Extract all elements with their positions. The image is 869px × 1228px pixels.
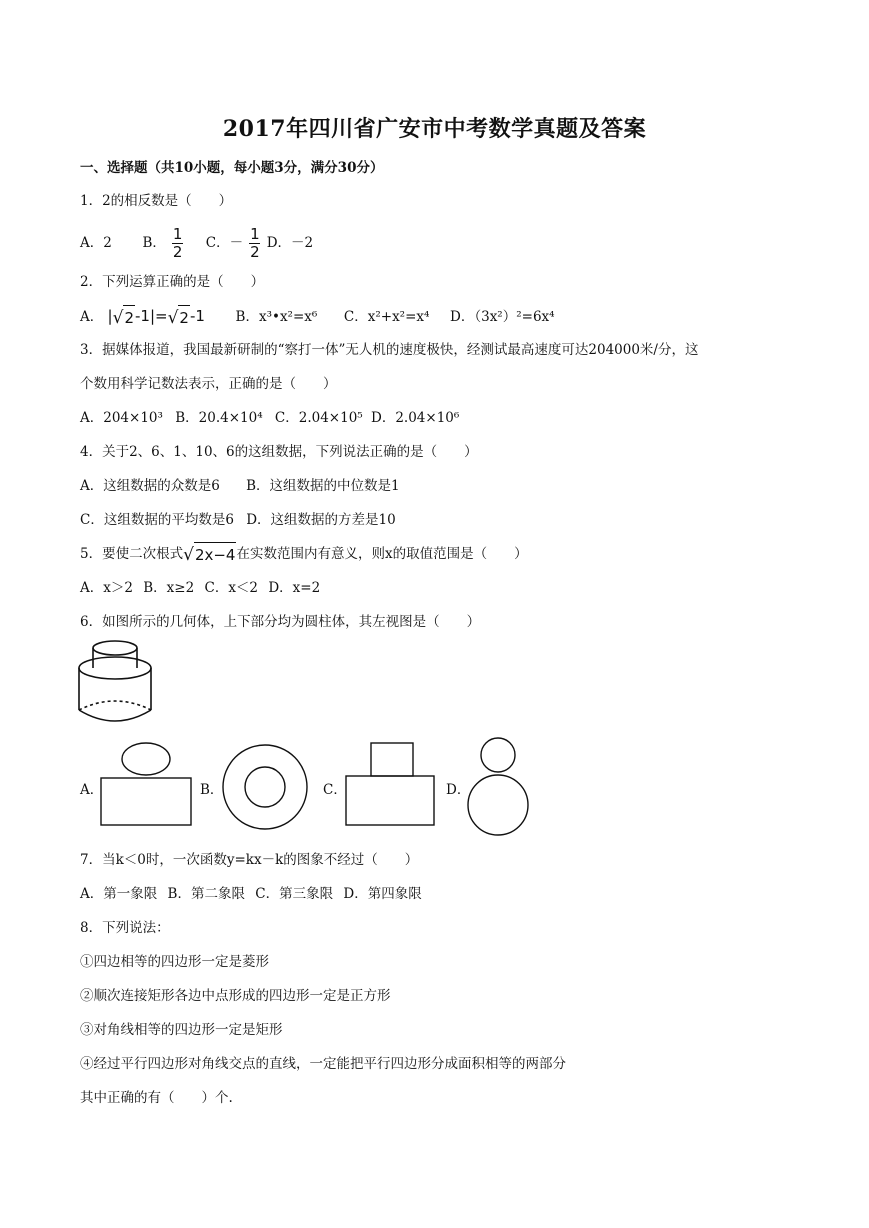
- q6-option-c-figure[interactable]: [343, 740, 437, 828]
- q3-option-a: A．204×10³: [80, 410, 163, 426]
- section-heading: 一、选择题（共10小题，每小题3分，满分30分）: [80, 160, 384, 176]
- q8-question: 其中正确的有（ ）个.: [80, 1090, 233, 1106]
- q1-option-a: A．2: [80, 235, 112, 251]
- q6-option-a-figure[interactable]: [98, 742, 194, 828]
- q2-a-end: -1: [189, 307, 205, 325]
- q5-option-b: B．x≥2: [143, 580, 195, 596]
- question-5-stem: [80, 542, 528, 567]
- q1-c-numerator: 1: [250, 225, 260, 243]
- q6-option-a-label: A．: [80, 782, 104, 798]
- q1-option-c-label: C．－: [205, 235, 244, 251]
- q5-radical: √ 2x−4: [183, 542, 236, 567]
- q2-a-sqrt-1: √ 2: [113, 305, 135, 330]
- q6-option-d-label: D．: [446, 782, 471, 798]
- q3-option-c: C．2.04×10⁵: [274, 410, 363, 426]
- q4-option-d: D．这组数据的方差是10: [246, 512, 396, 528]
- q2-option-c: C．x²+x²=x⁴: [343, 309, 430, 325]
- question-4-stem: 4．关于2、6、1、10、6的这组数据，下列说法正确的是（ ）: [80, 444, 478, 460]
- question-7-options: [80, 884, 422, 904]
- q6-option-c-label: C．: [323, 782, 347, 798]
- q2-option-a-label: A．: [80, 309, 104, 325]
- q2-a-middle: -1|=: [135, 307, 168, 325]
- question-4-options-row1: [80, 476, 400, 496]
- q6-option-b-label: B．: [200, 782, 224, 798]
- q8-statement-4: ④经过平行四边形对角线交点的直线，一定能把平行四边形分成面积相等的两部分: [80, 1056, 566, 1072]
- question-1-stem: 1．2的相反数是（ ）: [80, 193, 233, 209]
- q5-option-d: D．x=2: [268, 580, 321, 596]
- question-1-options: [80, 226, 313, 260]
- question-4-options-row2: [80, 510, 396, 530]
- q2-option-d: D．（3x²）²=6x⁴: [450, 309, 555, 325]
- question-2-options: [80, 304, 555, 330]
- q2-a-sqrt-2: √ 2: [168, 305, 190, 330]
- q1-option-b-label: B．: [142, 235, 166, 251]
- q2-option-b: B．x³•x²=x⁶: [235, 309, 318, 325]
- question-8-stem: 8．下列说法：: [80, 920, 170, 936]
- question-3-stem-line1: 3．据媒体报道，我国最新研制的“察打一体”无人机的速度极快，经测试最高速度可达204000米/分，这: [80, 342, 699, 358]
- q6-option-b-figure[interactable]: [220, 742, 310, 832]
- q7-option-b: B．第二象限: [167, 886, 245, 902]
- q1-option-d: D．－2: [266, 235, 314, 251]
- question-2-stem: 2．下列运算正确的是（ ）: [80, 274, 265, 290]
- q6-solid-figure: [76, 636, 154, 722]
- q4-option-a: A．这组数据的众数是6: [80, 478, 220, 494]
- question-6-stem: 6．如图所示的几何体，上下部分均为圆柱体，其左视图是（ ）: [80, 614, 481, 630]
- question-3-options: [80, 408, 459, 428]
- q1-c-fraction: [249, 227, 260, 260]
- q3-option-b: B．20.4×10⁴: [175, 410, 263, 426]
- q1-b-numerator: 1: [172, 225, 183, 243]
- question-5-options: [80, 578, 320, 598]
- question-7-stem: 7．当k＜0时，一次函数y=kx－k的图象不经过（ ）: [80, 852, 419, 868]
- q1-option-c: [206, 226, 263, 260]
- q7-option-c: C．第三象限: [255, 886, 334, 902]
- q5-stem-prefix: 5．要使二次根式: [80, 546, 184, 562]
- q8-statement-2: ②顺次连接矩形各边中点形成的四边形一定是正方形: [80, 988, 391, 1004]
- q8-statement-1: ①四边相等的四边形一定是菱形: [80, 954, 269, 970]
- q7-option-d: D．第四象限: [343, 886, 422, 902]
- q4-option-c: C．这组数据的平均数是6: [80, 512, 234, 528]
- q7-option-a: A．第一象限: [80, 886, 158, 902]
- q5-option-c: C．x＜2: [204, 580, 259, 596]
- q1-c-denominator: 2: [250, 243, 260, 261]
- q4-option-b: B．这组数据的中位数是1: [246, 478, 400, 494]
- q2-option-a: A． | √ 2 -1|= √ 2 -1: [80, 307, 205, 328]
- q1-b-denominator: 2: [172, 243, 183, 261]
- q5-option-a: A．x＞2: [80, 580, 133, 596]
- q5-stem-suffix: 在实数范围内有意义，则x的取值范围是（ ）: [236, 546, 528, 562]
- q1-option-b: [142, 226, 185, 260]
- q8-statement-3: ③对角线相等的四边形一定是矩形: [80, 1022, 283, 1038]
- q3-option-d: D．2.04×10⁶: [371, 410, 460, 426]
- q1-b-fraction: [172, 227, 183, 260]
- page-title: 2017年四川省广安市中考数学真题及答案: [222, 116, 647, 142]
- q6-option-d-figure[interactable]: [467, 736, 529, 838]
- question-3-stem-line2: 个数用科学记数法表示，正确的是（ ）: [80, 376, 337, 392]
